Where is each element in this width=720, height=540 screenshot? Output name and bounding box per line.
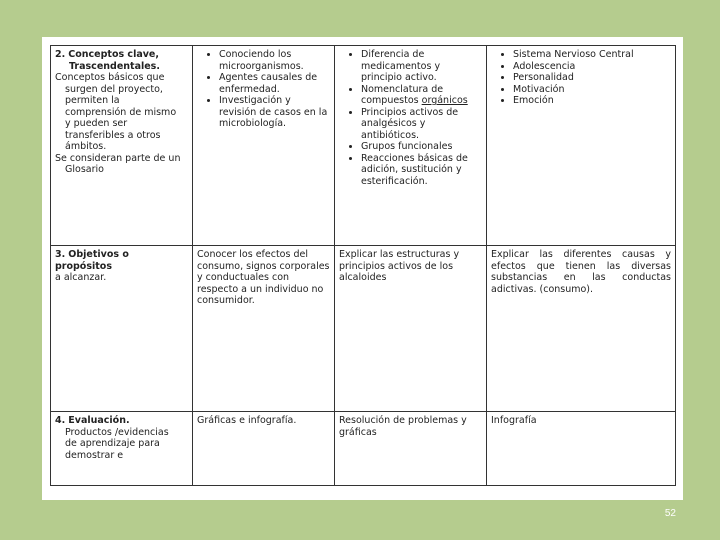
list-item: • Grupos funcionales xyxy=(361,141,482,153)
bullet-list xyxy=(491,49,671,107)
list-item: • Nomenclatura de compuestos orgánicos xyxy=(361,84,482,107)
row-subtitle: demostrar e xyxy=(65,449,124,461)
list-item: • Agentes causales de enfermedad. xyxy=(219,72,330,95)
list-item: • Investigación y revisión de casos en la microbiología. xyxy=(219,95,330,130)
list-item: • Conociendo los microorganismos. xyxy=(219,49,330,72)
row-number: 2. xyxy=(55,49,66,60)
cell-concepts-biology xyxy=(193,46,335,246)
row-title-continued: Trascendentales. xyxy=(69,60,160,72)
row-number: 4. xyxy=(55,415,66,426)
bullet-list xyxy=(339,49,482,187)
list-item: • Emoción xyxy=(513,95,671,107)
planning-table xyxy=(50,45,676,486)
underlined-word: orgánicos xyxy=(421,95,468,106)
cell-row-label xyxy=(51,246,193,412)
cell-row-label xyxy=(51,46,193,246)
row-number: 3. xyxy=(55,249,66,260)
list-item: • Sistema Nervioso Central xyxy=(513,49,671,61)
page-number: 52 xyxy=(664,508,676,519)
row-subtitle: Productos /evidencias xyxy=(65,426,169,438)
cell-objectives-chemistry: Explicar las estructuras y principios activos de los alcaloides xyxy=(335,246,487,412)
document-page xyxy=(42,37,683,500)
table-row-objectives xyxy=(51,246,676,412)
cell-concepts-chemistry xyxy=(335,46,487,246)
list-item: • Adolescencia xyxy=(513,61,671,73)
row-title: Conceptos clave, xyxy=(68,49,159,60)
row-description-glossary: Se consideran parte de un Glosario xyxy=(55,152,181,175)
row-subtitle: a alcanzar. xyxy=(55,272,107,283)
list-item: • Reacciones básicas de adición, sustitución y esterificación. xyxy=(361,153,482,188)
bullet-list xyxy=(197,49,330,130)
cell-evaluation-chemistry: Resolución de problemas y gráficas xyxy=(335,412,487,486)
cell-evaluation-psychology: Infografía xyxy=(487,412,676,486)
cell-objectives-biology: Conocer los efectos del consumo, signos corporales y conductuales con respecto a un individuo no consumidor. xyxy=(193,246,335,412)
cell-evaluation-biology: Gráficas e infografía. xyxy=(193,412,335,486)
row-description: Conceptos básicos que surgen del proyecto, permiten la comprensión de mismo y pueden ser transferibles a otros ámbitos. xyxy=(55,72,177,152)
table-row-key-concepts xyxy=(51,46,676,246)
cell-concepts-psychology xyxy=(487,46,676,246)
row-title: Objetivos o propósitos xyxy=(55,249,129,272)
list-item: • Principios activos de analgésicos y antibióticos. xyxy=(361,107,482,142)
row-subtitle: de aprendizaje para xyxy=(65,438,160,449)
list-item: • Personalidad xyxy=(513,72,671,84)
cell-objectives-psychology: Explicar las diferentes causas y efectos que tienen las diversas substancias en las conductas adictivas. (consumo). xyxy=(487,246,676,412)
row-title: Evaluación. xyxy=(68,415,130,426)
cell-row-label xyxy=(51,412,193,486)
list-item: • Diferencia de medicamentos y principio activo. xyxy=(361,49,482,84)
table-row-evaluation xyxy=(51,412,676,486)
list-item: • Motivación xyxy=(513,84,671,96)
